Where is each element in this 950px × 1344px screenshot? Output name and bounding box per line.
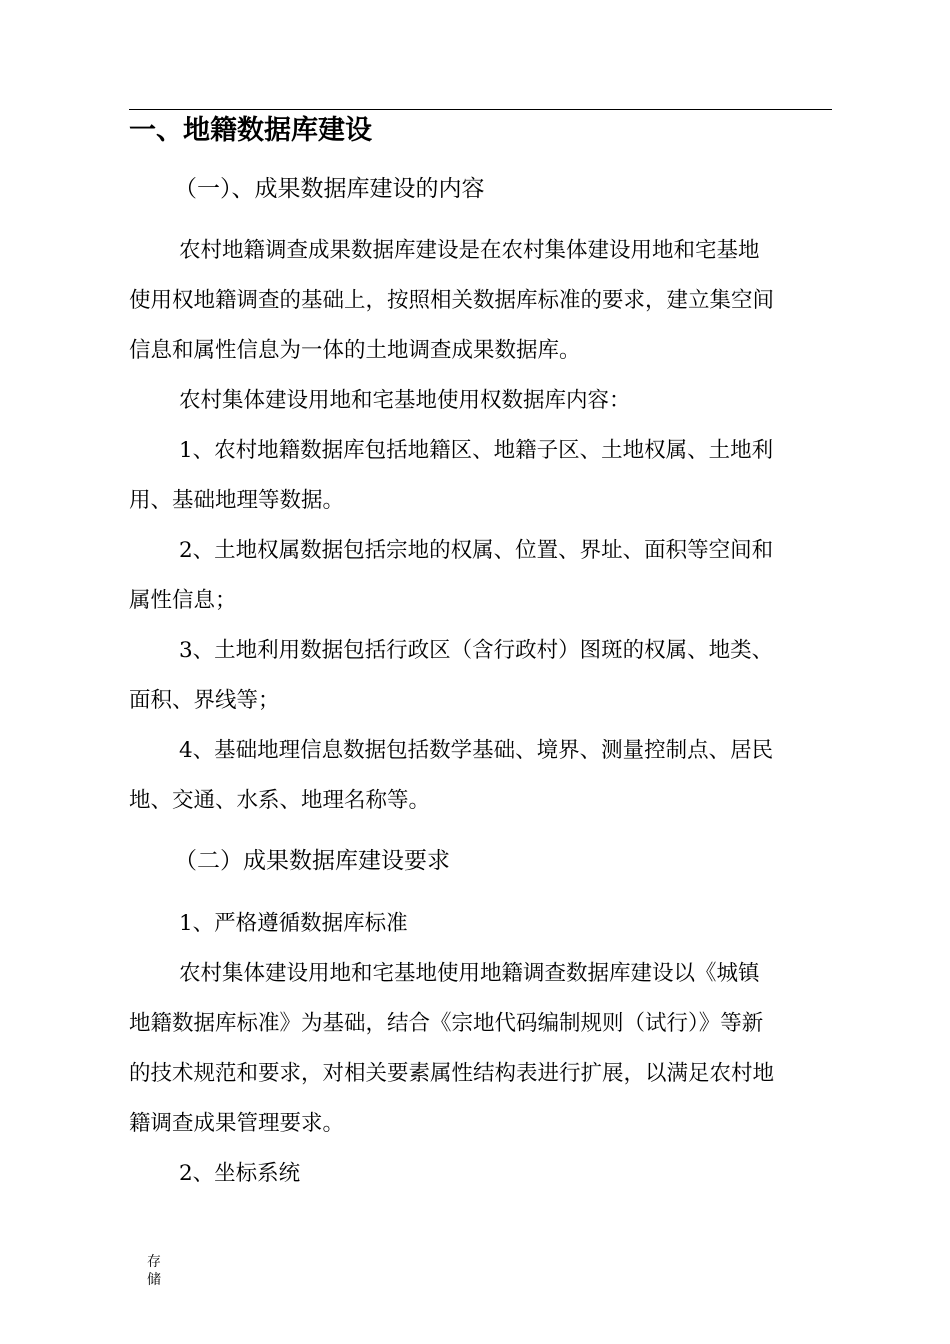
s1-item1-line1: 1、农村地籍数据库包括地籍区、地籍子区、土地权属、土地利 xyxy=(179,438,774,463)
section-2-title: （二）成果数据库建设要求 xyxy=(174,848,450,874)
s1-item3-line2: 面积、界线等； xyxy=(129,688,280,713)
section-1-title: （一）、成果数据库建设的内容 xyxy=(174,176,485,202)
heading-1: 一、地籍数据库建设 xyxy=(129,115,372,146)
s2-para1-line4: 籍调查成果管理要求。 xyxy=(129,1111,345,1136)
s1-item2-line1: 2、土地权属数据包括宗地的权属、位置、界址、面积等空间和 xyxy=(179,538,774,563)
s1-para1-line1: 农村地籍调查成果数据库建设是在农村集体建设用地和宅基地 xyxy=(179,238,760,263)
s1-item3-line1: 3、土地利用数据包括行政区（含行政村）图斑的权属、地类、 xyxy=(179,638,774,663)
s2-para1-line3: 的技术规范和要求，对相关要素属性结构表进行扩展，以满足农村地 xyxy=(129,1061,775,1086)
s2-para1-line2: 地籍数据库标准》为基础，结合《宗地代码编制规则（试行）》等新 xyxy=(129,1011,764,1036)
s1-para2: 农村集体建设用地和宅基地使用权数据库内容： xyxy=(179,388,631,413)
s1-item1-line2: 用、基础地理等数据。 xyxy=(129,488,345,513)
s2-sub2: 2、坐标系统 xyxy=(179,1161,301,1186)
s2-para1-line1: 农村集体建设用地和宅基地使用地籍调查数据库建设以《城镇 xyxy=(179,961,760,986)
s1-item4-line2: 地、交通、水系、地理名称等。 xyxy=(129,788,431,813)
footer-char-2: 储 xyxy=(147,1272,161,1288)
s1-item2-line2: 属性信息； xyxy=(129,588,237,613)
s1-item4-line1: 4、基础地理信息数据包括数学基础、境界、测量控制点、居民 xyxy=(179,738,774,763)
s1-para1-line3: 信息和属性信息为一体的土地调查成果数据库。 xyxy=(129,338,581,363)
s1-para1-line2: 使用权地籍调查的基础上，按照相关数据库标准的要求，建立集空间 xyxy=(129,288,775,313)
header-rule xyxy=(129,109,832,110)
s2-sub1: 1、严格遵循数据库标准 xyxy=(179,911,408,936)
footer-char-1: 存 xyxy=(147,1254,161,1270)
